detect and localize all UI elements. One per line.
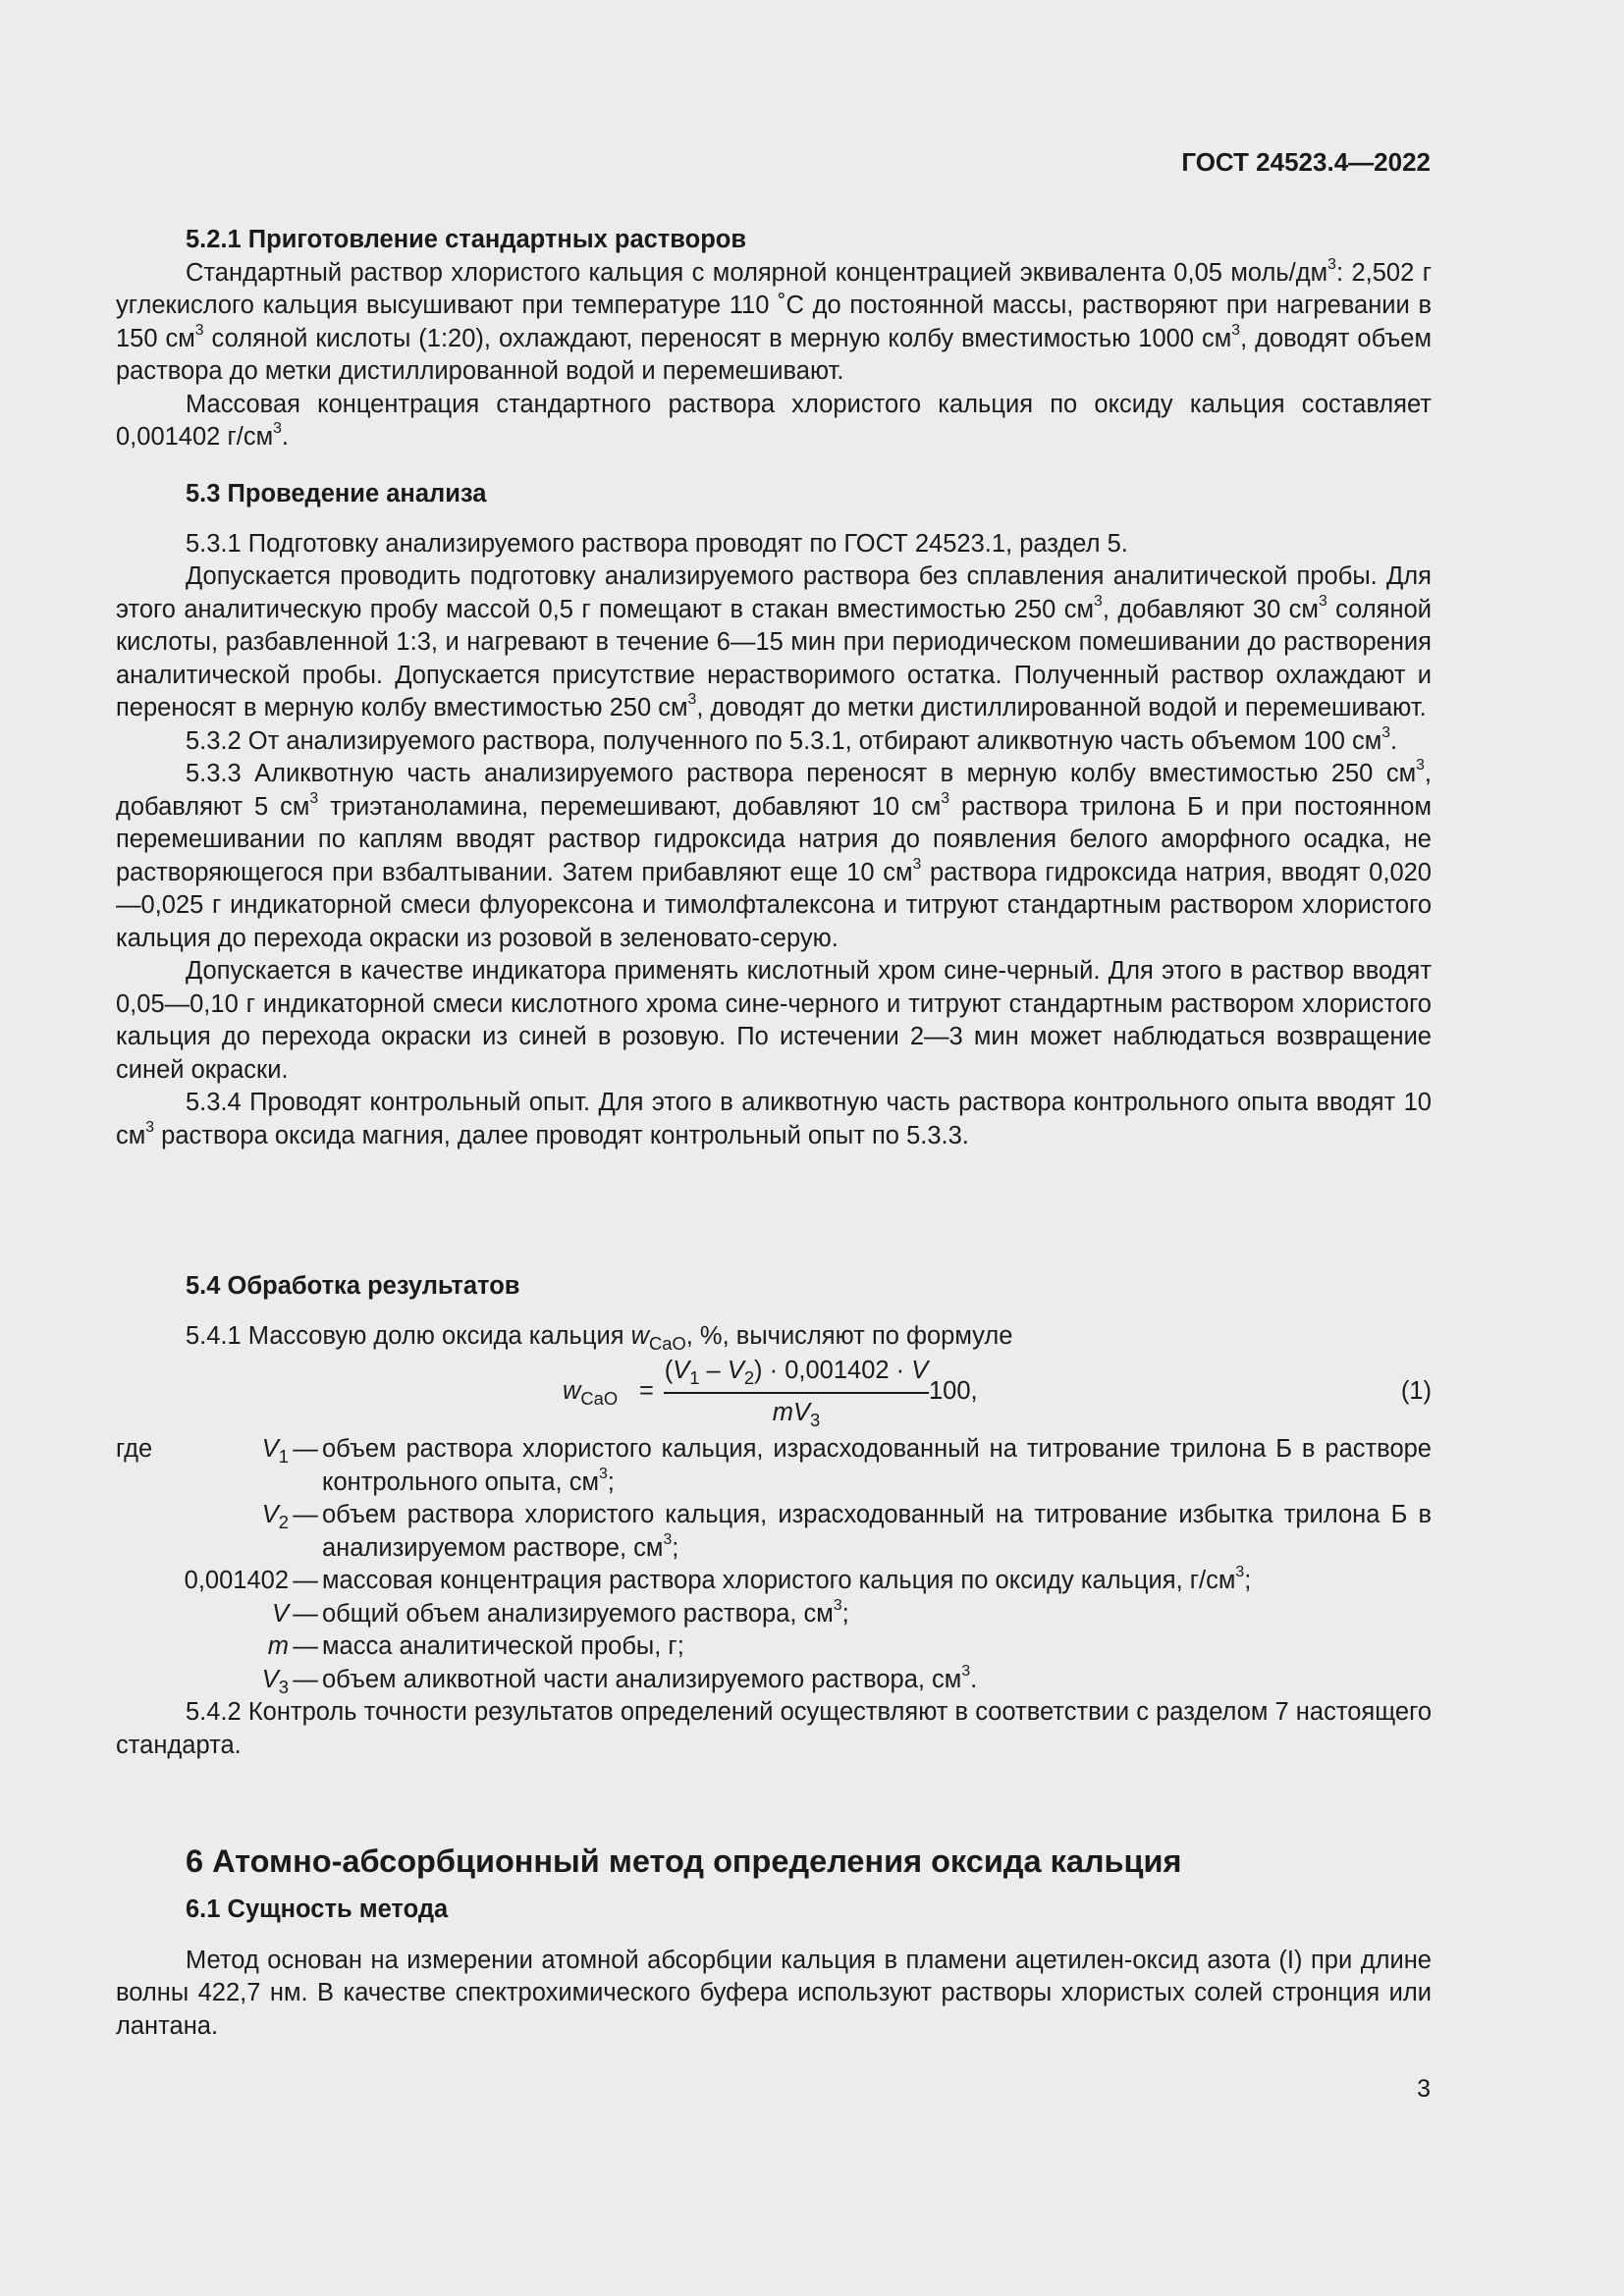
section-title-6: 6 Атомно-абсорбционный метод определения оксида кальция — [186, 1843, 1182, 1879]
document-code: ГОСТ 24523.4—2022 — [1181, 147, 1431, 177]
definition-m: m — масса аналитической пробы, г; — [267, 1632, 684, 1660]
paragraph-5-3-3: 5.3.3 Аликвотную часть анализируемого раствора переносят в мерную колбу вместимостью 250 $см^3$, добавляют 5 $см^3$ триэтаноламина, перемешивают, добавляют 10 $см^3$ раствора трилона Б и при постоянном перемешивании по каплям вводят раствор гидроксида натрия до появления белого аморфного осадка, не растворяющегося при взбалтывании. Затем прибавляют еще 10 $см^3$ раствора гидроксида натрия, вводят 0,020—0,025 г индикаторной смеси флуорексона и тимолфталексона и титруют стандартным раствором хлористого кальция до перехода окраски из розовой в зеленовато-серую. — [116, 757, 1432, 952]
where-word: где — [116, 1435, 153, 1463]
section-5-4 — [116, 1270, 1432, 1762]
paragraph-5-4-2: 5.4.2 Контроль точности результатов определений осуществляют в соответствии с разделом 7 настоящего стандарта. — [116, 1698, 1432, 1759]
section-title-6-1: 6.1 Сущность метода — [186, 1896, 449, 1923]
formula-lhs: $w_{CaO}$ — [563, 1377, 619, 1410]
paragraph-5-3-1: 5.3.1 Подготовку анализируемого раствора проводят по ГОСТ 24523.1, раздел 5. — [186, 529, 1128, 558]
paragraph-standard-solution: Стандартный раствор хлористого кальция с молярной концентрацией эквивалента 0,05 моль/$дм^3$: 2,502 г углекислого кальция высушивают при температуре 110 ˚С до постоянной массы, растворяют при нагревании в 150 $см^3$ соляной кислоты (1:20), охлаждают, переносят в мерную колбу вместимостью 1000 $см^3$, доводят объем раствора до метки дистиллированной водой и перемешивают. — [116, 255, 1432, 385]
formula-numerator: $(V_1 - V_2) \cdot 0,001402 \cdot V$ — [664, 1357, 929, 1389]
fraction-bar — [664, 1392, 929, 1394]
formula-equals: = — [639, 1377, 654, 1405]
section-title-5-2-1: 5.2.1 Приготовление стандартных растворов — [186, 226, 747, 253]
definition-v: V — общий объем анализируемого раствора, $см^3$; — [271, 1596, 849, 1628]
paragraph-5-3-4: 5.3.4 Проводят контрольный опыт. Для этого в аликвотную часть раствора контрольного опыта вводят 10 $см^3$ раствора оксида магния, далее проводят контрольный опыт по 5.3.3. — [116, 1089, 1432, 1149]
page-number: 3 — [1417, 2075, 1431, 2103]
definition-v2: $V_2$ — объем раствора хлористого кальция, израсходованный на титрование избытка трилона Б в анализируемом растворе, $см^3$; — [261, 1501, 1432, 1562]
formula-denominator: $mV_3$ — [772, 1399, 821, 1431]
paragraph-mass-concentration: Массовая концентрация стандартного раствора хлористого кальция по оксиду кальция составляет 0,001402 $г/см^3$. — [116, 390, 1432, 451]
definition-v3: $V_3$ — объем аликвотной части анализируемого раствора, $см^3$. — [261, 1662, 978, 1697]
paragraph-6-1: Метод основан на измерении атомной абсорбции кальция в пламени ацетилен-оксид азота (I) при длине волны 422,7 нм. В качестве спектрохимического буфера используют растворы хлористых солей стронция или лантана. — [116, 1946, 1432, 2040]
formula-multiplier: 100, — [929, 1377, 978, 1405]
section-title-5-3: 5.3 Проведение анализа — [186, 480, 487, 507]
paragraph-indicator: Допускается в качестве индикатора применять кислотный хром сине-черный. Для этого в раствор вводят 0,05—0,10 г индикаторной смеси кислотного хрома сине-черного и титруют стандартным раствором хлористого кальция до перехода окраски из синей в розовую. По истечении 2—3 мин может наблюдаться возвращение синей окраски. — [116, 957, 1432, 1084]
paragraph-5-3-2: 5.3.2 От анализируемого раствора, полученного по 5.3.1, отбирают аликвотную часть объемом 100 $см^3$. — [186, 723, 1398, 755]
section-6 — [116, 1842, 1432, 2043]
where-definitions — [116, 1433, 1432, 1696]
paragraph-allowed-preparation: Допускается проводить подготовку анализируемого раствора без сплавления аналитической пробы. Для этого аналитическую пробу массой 0,5 г помещают в стакан вместимостью 250 $см^3$, добавляют 30 $см^3$ соляной кислоты, разбавленной 1:3, и нагревают в течение 6—15 мин при периодическом помешивании до растворения аналитической пробы. Допускается присутствие нерастворимого остатка. Полученный раствор охлаждают и переносят в мерную колбу вместимостью 250 $см^3$, доводят до метки дистиллированной водой и перемешивают. — [116, 562, 1432, 721]
formula-1 — [116, 1355, 1432, 1433]
section-5-2-1 — [116, 224, 1432, 454]
section-title-5-4: 5.4 Обработка результатов — [186, 1272, 520, 1300]
definition-constant: 0,001402 — массовая концентрация раствора хлористого кальция по оксиду кальция, $г/см^3$; — [184, 1564, 1252, 1594]
definition-v1: $V_1$ — объем раствора хлористого кальция, израсходованный на титрование трилона Б в растворе контрольного опыта, $см^3$; — [261, 1435, 1432, 1496]
section-5-3 — [116, 478, 1432, 1152]
paragraph-5-4-1: 5.4.1 Массовую долю оксида кальция $w_{CaO}$, %, вычисляют по формуле — [186, 1321, 1013, 1354]
formula-number: (1) — [1400, 1377, 1432, 1405]
